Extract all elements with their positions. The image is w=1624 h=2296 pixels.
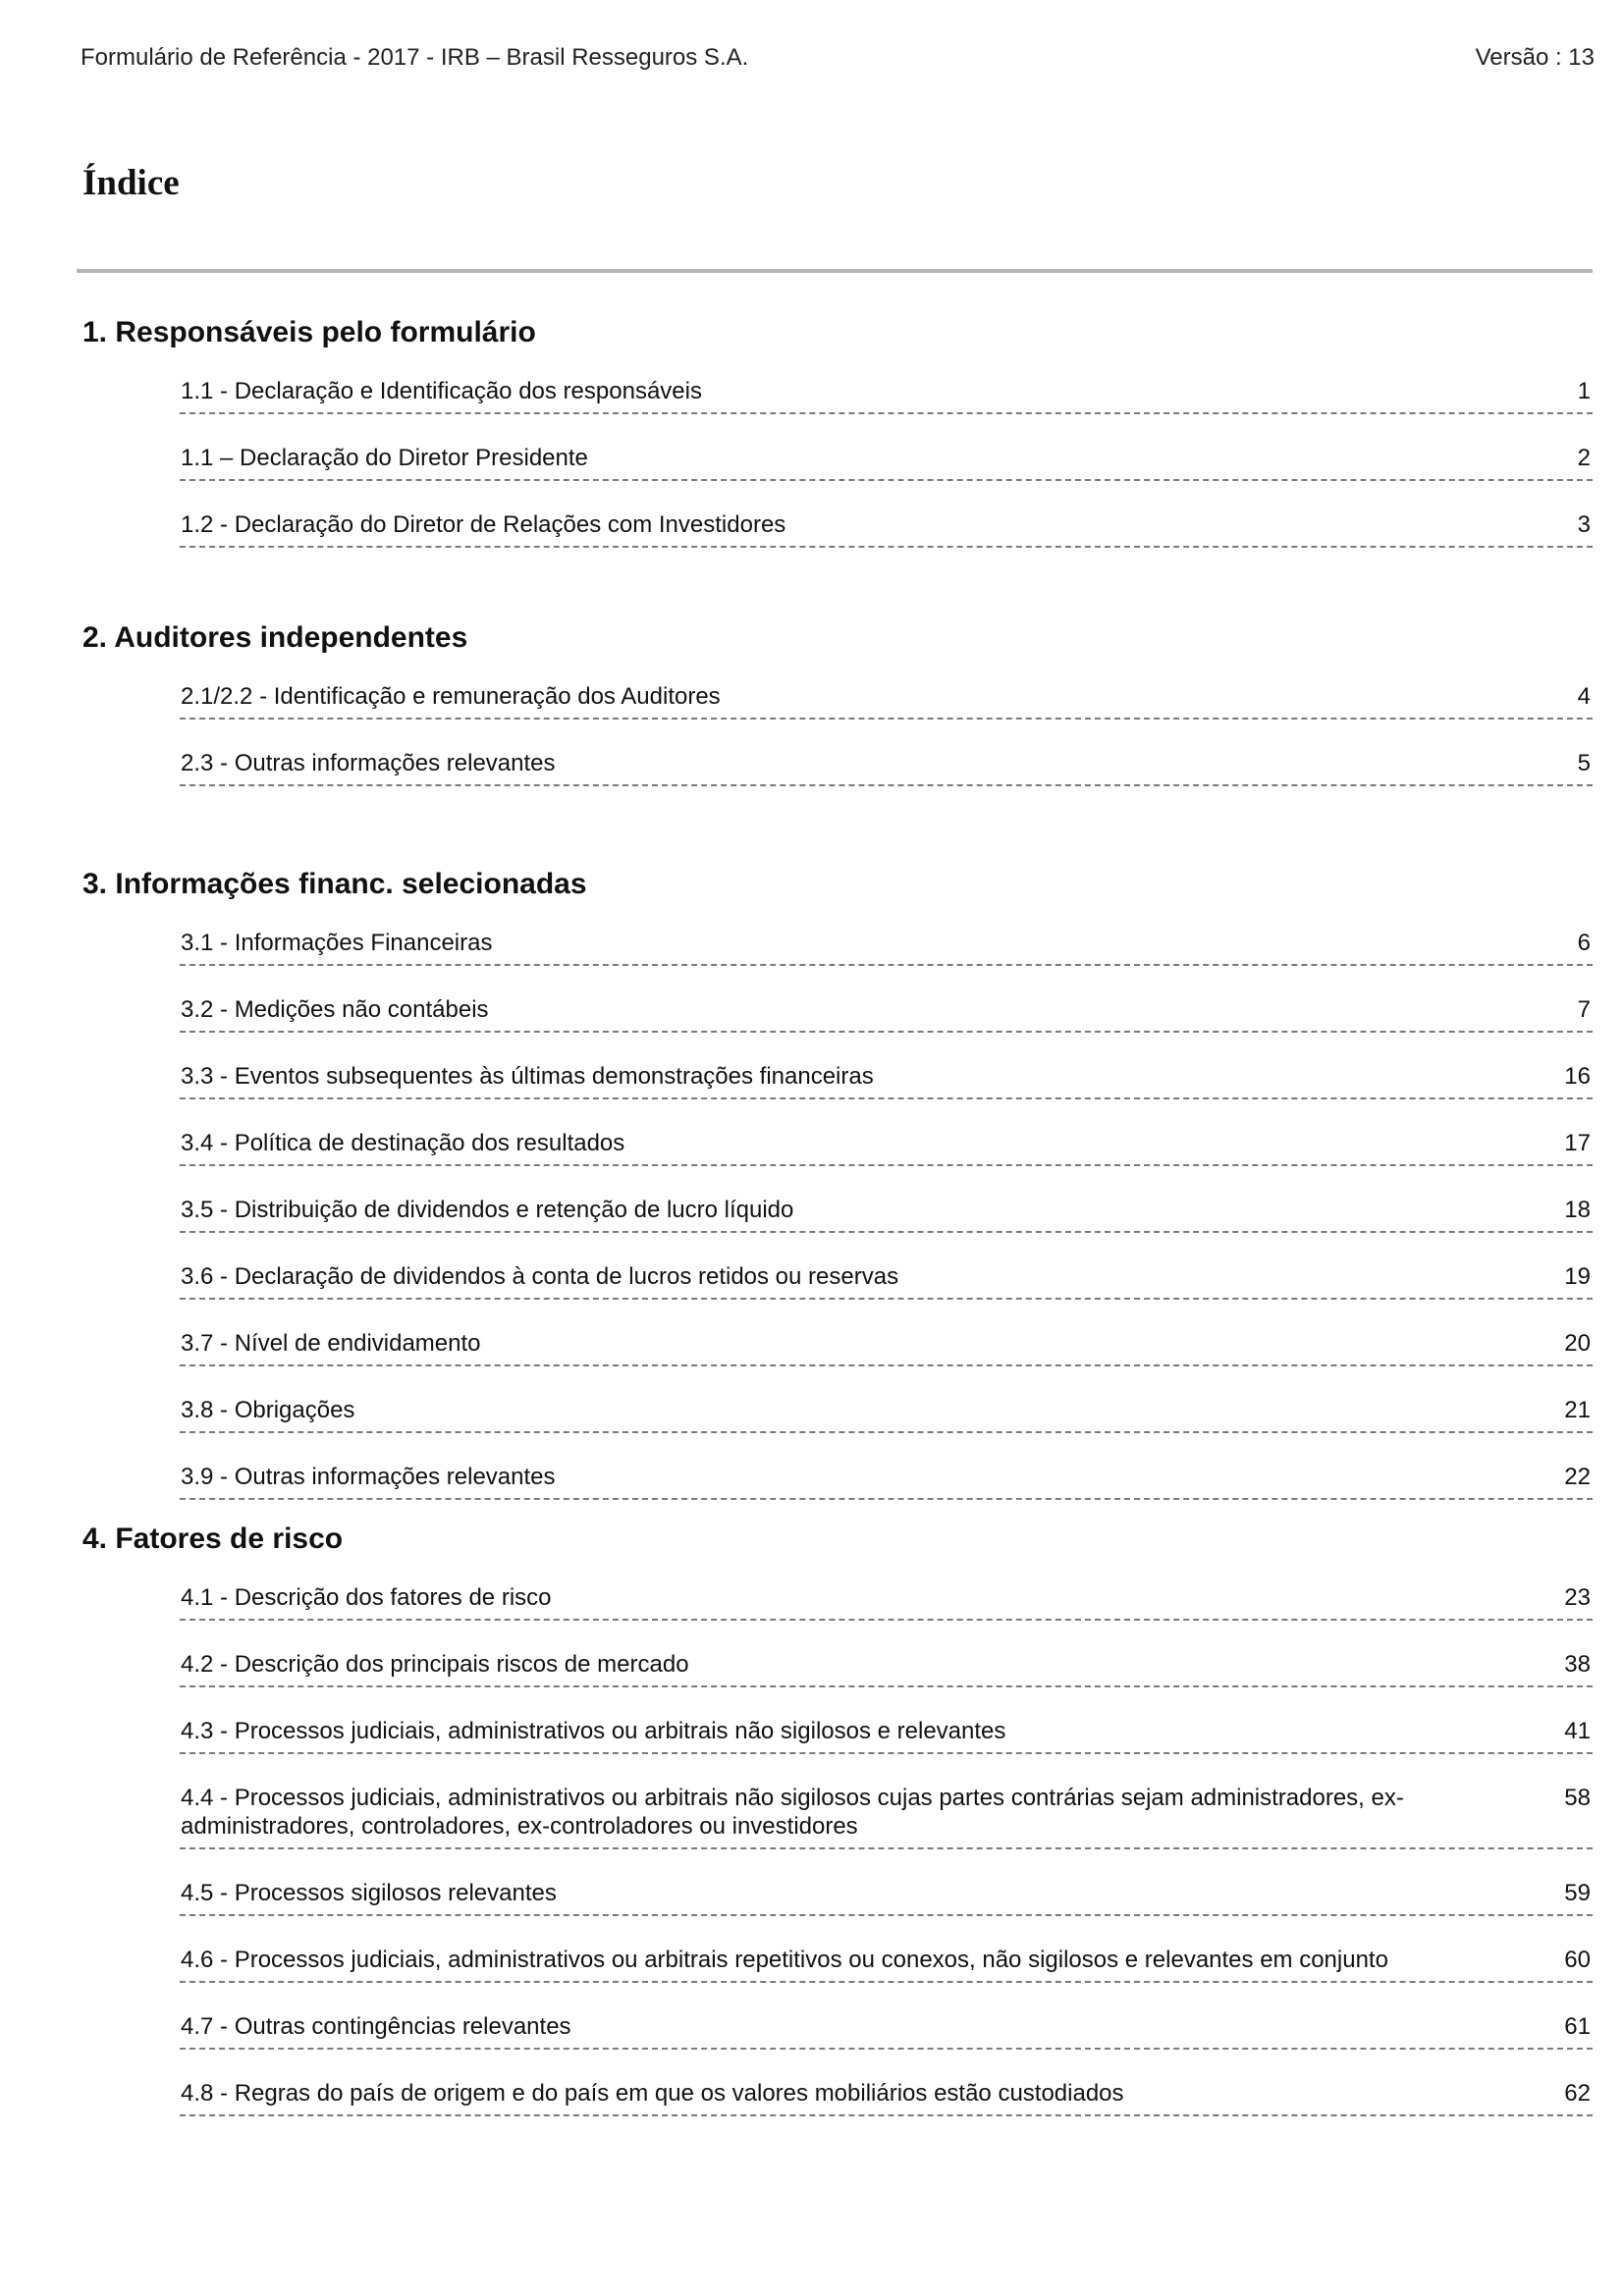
version-label: Versão : 13 [1475,44,1595,71]
toc-entry[interactable] [180,995,1593,1033]
toc-entry-page: 41 [1564,1718,1591,1744]
toc-entry-title: 3.9 - Outras informações relevantes [181,1464,556,1490]
toc-entry-page: 5 [1577,750,1591,776]
toc-entry-title: 4.3 - Processos judiciais, administrativos ou arbitrais não sigilosos e relevantes [181,1718,1006,1744]
toc-entry[interactable] [180,749,1593,786]
section-title: 3. Informações financ. selecionadas [82,868,587,900]
toc-entry-page: 58 [1564,1785,1591,1811]
toc-entry-title: 1.2 - Declaração do Diretor de Relações com Investidores [181,511,786,538]
toc-entry[interactable] [180,444,1593,481]
toc-entry-title: 3.7 - Nível de endividamento [181,1330,481,1357]
toc-entry-title: 4.2 - Descrição dos principais riscos de mercado [181,1651,689,1678]
section-title: 1. Responsáveis pelo formulário [82,316,536,348]
index-title: Índice [82,163,180,203]
toc-entry[interactable] [180,1129,1593,1166]
toc-list [180,377,1593,577]
toc-entry-page: 60 [1564,1947,1591,1973]
document-title: Formulário de Referência - 2017 - IRB – Brasil Resseguros S.A. [81,44,749,71]
toc-entry-title: 3.5 - Distribuição de dividendos e retenção de lucro líquido [181,1197,794,1223]
toc-entry[interactable] [180,682,1593,720]
toc-entry-title: 4.6 - Processos judiciais, administrativos ou arbitrais repetitivos ou conexos, não sigilosos e relevantes em conjunto [181,1947,1388,1973]
toc-entry-page: 22 [1564,1464,1591,1490]
toc-entry-title: 3.8 - Obrigações [181,1397,355,1423]
toc-entry[interactable] [180,2079,1593,2116]
title-divider [77,269,1593,273]
toc-entry-title: 3.2 - Medições não contábeis [181,996,489,1023]
toc-entry-page: 6 [1577,930,1591,956]
page-header [81,44,1595,72]
toc-entry-page: 21 [1564,1397,1591,1423]
toc-entry-page: 23 [1564,1584,1591,1611]
toc-entry-page: 18 [1564,1197,1591,1223]
toc-entry-title: 1.1 - Declaração e Identificação dos responsáveis [181,378,702,404]
toc-entry-title: 3.1 - Informações Financeiras [181,930,493,956]
toc-entry-page: 1 [1577,378,1591,404]
section-title: 2. Auditores independentes [82,621,468,654]
toc-entry-title: 1.1 – Declaração do Diretor Presidente [181,445,588,471]
toc-entry-page: 62 [1564,2080,1591,2107]
toc-entry-page: 20 [1564,1330,1591,1357]
toc-entry-page: 17 [1564,1130,1591,1156]
toc-entry-page: 4 [1577,683,1591,710]
toc-entry-title: 4.7 - Outras contingências relevantes [181,2013,571,2040]
toc-entry[interactable] [180,1396,1593,1433]
toc-entry-title: 2.1/2.2 - Identificação e remuneração dos Auditores [181,683,721,710]
toc-list [180,682,1593,816]
toc-entry-title: 4.5 - Processos sigilosos relevantes [181,1880,557,1906]
toc-entry[interactable] [180,1062,1593,1099]
toc-entry-title: 3.6 - Declaração de dividendos à conta de lucros retidos ou reservas [181,1263,899,1290]
section-title: 4. Fatores de risco [82,1522,344,1555]
toc-entry[interactable] [180,1879,1593,1916]
toc-entry-title: 4.8 - Regras do país de origem e do país em que os valores mobiliários estão custodiados [181,2080,1124,2107]
toc-entry-title: 2.3 - Outras informações relevantes [181,750,556,776]
toc-entry[interactable] [180,1650,1593,1687]
toc-entry-page: 3 [1577,511,1591,538]
toc-list [180,929,1593,1529]
toc-entry[interactable] [180,1784,1593,1849]
toc-entry[interactable] [180,377,1593,414]
toc-list [180,1583,1593,2146]
toc-entry[interactable] [180,2012,1593,2050]
toc-entry[interactable] [180,1583,1593,1621]
toc-entry[interactable] [180,510,1593,548]
toc-entry[interactable] [180,929,1593,966]
toc-entry-page: 2 [1577,445,1591,471]
toc-entry-page: 61 [1564,2013,1591,2040]
toc-entry[interactable] [180,1196,1593,1233]
toc-entry-page: 59 [1564,1880,1591,1906]
toc-entry[interactable] [180,1262,1593,1300]
toc-entry-page: 7 [1577,996,1591,1023]
toc-entry[interactable] [180,1329,1593,1366]
toc-entry-title: 4.1 - Descrição dos fatores de risco [181,1584,552,1611]
toc-entry-page: 19 [1564,1263,1591,1290]
toc-entry[interactable] [180,1946,1593,1983]
toc-entry-page: 16 [1564,1063,1591,1090]
toc-entry-title: 3.4 - Política de destinação dos resultados [181,1130,625,1156]
toc-entry-page: 38 [1564,1651,1591,1678]
toc-entry[interactable] [180,1463,1593,1500]
toc-entry-title: 4.4 - Processos judiciais, administrativos ou arbitrais não sigilosos cujas partes contrárias sejam administradores, ex-administradores, controladores, ex-controladores ou investidores [181,1785,1404,1840]
toc-entry-title: 3.3 - Eventos subsequentes às últimas demonstrações financeiras [181,1063,874,1090]
toc-entry[interactable] [180,1717,1593,1754]
